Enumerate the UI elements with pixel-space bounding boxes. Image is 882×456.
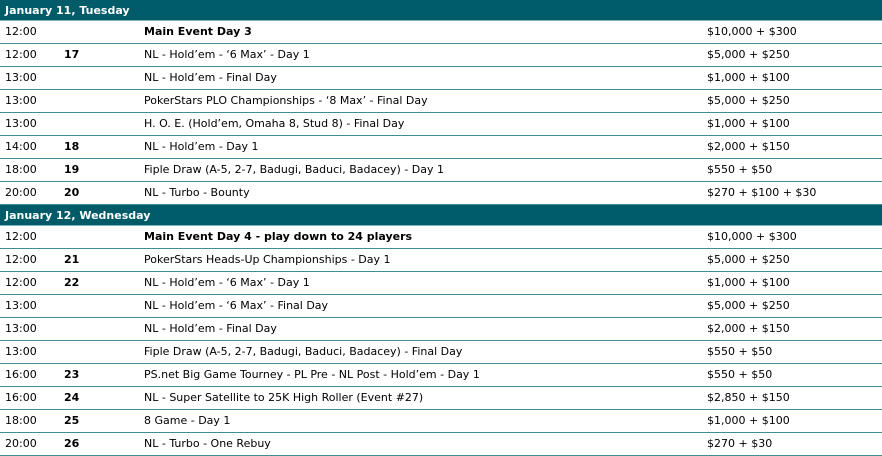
event-name: PS.net Big Game Tourney - PL Pre - NL Post - Hold’em - Day 1 [144, 368, 480, 381]
event-buyin: $1,000 + $100 [707, 414, 790, 427]
event-time: 16:00 [5, 368, 37, 381]
event-time: 12:00 [5, 25, 37, 38]
event-row [0, 159, 882, 182]
event-number: 21 [64, 253, 80, 266]
event-time: 13:00 [5, 345, 37, 358]
event-name: NL - Turbo - Bounty [144, 186, 250, 199]
event-row [0, 387, 882, 410]
event-row [0, 318, 882, 341]
event-row [0, 182, 882, 205]
event-row [0, 364, 882, 387]
event-buyin: $1,000 + $100 [707, 276, 790, 289]
event-name: PokerStars Heads-Up Championships - Day 1 [144, 253, 391, 266]
event-row [0, 249, 882, 272]
event-number: 24 [64, 391, 80, 404]
event-buyin: $2,000 + $150 [707, 322, 790, 335]
event-buyin: $550 + $50 [707, 368, 773, 381]
event-number: 23 [64, 368, 80, 381]
event-name: H. O. E. (Hold’em, Omaha 8, Stud 8) - Final Day [144, 117, 405, 130]
event-name: NL - Turbo - One Rebuy [144, 437, 271, 450]
event-time: 18:00 [5, 163, 37, 176]
event-buyin: $2,000 + $150 [707, 140, 790, 153]
event-name: NL - Super Satellite to 25K High Roller (Event #27) [144, 391, 424, 404]
event-number: 20 [64, 186, 80, 199]
event-name: PokerStars PLO Championships - ‘8 Max’ - Final Day [144, 94, 428, 107]
event-time: 13:00 [5, 117, 37, 130]
event-buyin: $5,000 + $250 [707, 253, 790, 266]
event-number: 17 [64, 48, 80, 61]
event-name: Main Event Day 4 - play down to 24 players [144, 230, 413, 243]
event-time: 16:00 [5, 391, 37, 404]
event-row [0, 21, 882, 44]
event-row [0, 90, 882, 113]
event-time: 13:00 [5, 94, 37, 107]
event-buyin: $2,850 + $150 [707, 391, 790, 404]
event-name: Fiple Draw (A-5, 2-7, Badugi, Baduci, Badacey) - Day 1 [144, 163, 445, 176]
event-name: NL - Hold’em - ‘6 Max’ - Day 1 [144, 48, 310, 61]
event-time: 12:00 [5, 276, 37, 289]
event-name: 8 Game - Day 1 [144, 414, 231, 427]
event-name: NL - Hold’em - Final Day [144, 322, 277, 335]
event-time: 12:00 [5, 230, 37, 243]
event-name: Main Event Day 3 [144, 25, 252, 38]
event-time: 12:00 [5, 48, 37, 61]
event-row [0, 44, 882, 67]
event-name: NL - Hold’em - ‘6 Max’ - Final Day [144, 299, 329, 312]
event-buyin: $270 + $100 + $30 [707, 186, 817, 199]
event-buyin: $10,000 + $300 [707, 230, 797, 243]
event-row [0, 341, 882, 364]
event-row [0, 113, 882, 136]
day-header: January 12, Wednesday [0, 205, 882, 226]
event-buyin: $10,000 + $300 [707, 25, 797, 38]
event-row [0, 136, 882, 159]
event-buyin: $1,000 + $100 [707, 117, 790, 130]
day-header: January 11, Tuesday [0, 0, 882, 21]
event-buyin: $550 + $50 [707, 345, 773, 358]
event-buyin: $5,000 + $250 [707, 299, 790, 312]
event-row [0, 410, 882, 433]
event-time: 13:00 [5, 322, 37, 335]
event-time: 20:00 [5, 186, 37, 199]
event-row [0, 295, 882, 318]
event-time: 14:00 [5, 140, 37, 153]
event-name: NL - Hold’em - Day 1 [144, 140, 259, 153]
event-buyin: $5,000 + $250 [707, 48, 790, 61]
event-name: NL - Hold’em - ‘6 Max’ - Day 1 [144, 276, 310, 289]
event-buyin: $550 + $50 [707, 163, 773, 176]
event-time: 13:00 [5, 299, 37, 312]
event-buyin: $1,000 + $100 [707, 71, 790, 84]
event-buyin: $5,000 + $250 [707, 94, 790, 107]
event-time: 12:00 [5, 253, 37, 266]
event-buyin: $270 + $30 [707, 437, 773, 450]
event-number: 18 [64, 140, 80, 153]
event-row [0, 272, 882, 295]
event-time: 18:00 [5, 414, 37, 427]
event-name: NL - Hold’em - Final Day [144, 71, 277, 84]
event-number: 26 [64, 437, 80, 450]
event-row [0, 226, 882, 249]
event-number: 22 [64, 276, 80, 289]
event-time: 20:00 [5, 437, 37, 450]
event-row [0, 433, 882, 456]
event-name: Fiple Draw (A-5, 2-7, Badugi, Baduci, Badacey) - Final Day [144, 345, 463, 358]
event-time: 13:00 [5, 71, 37, 84]
event-number: 19 [64, 163, 80, 176]
event-number: 25 [64, 414, 80, 427]
event-row [0, 67, 882, 90]
